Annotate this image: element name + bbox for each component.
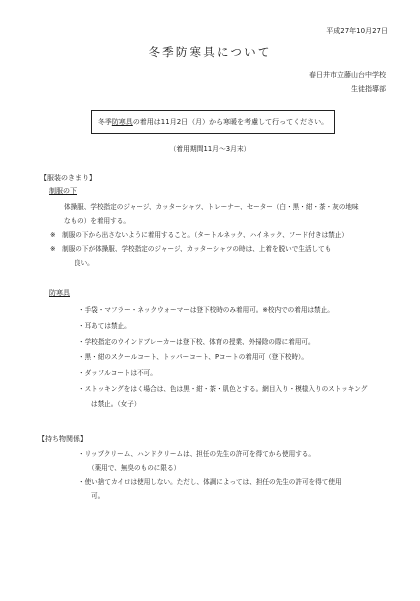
department-name: 生徒指導部 bbox=[351, 85, 386, 93]
notice-box bbox=[91, 110, 335, 134]
belongings-item2-line1: ・ 使い捨てカイロは使用しない。ただし、体調によっては、担任の先生の許可を得て使用 bbox=[78, 475, 342, 489]
cold-gear-item: ・ 耳あては禁止。 bbox=[78, 319, 131, 333]
belongings-item1-note: （薬用で、無臭のものに限る） bbox=[88, 464, 181, 472]
cold-gear-item: ・ ダッフルコートは不可。 bbox=[78, 366, 157, 380]
uniform-under-note2-line1: ※ 制服の下が体操服、学校指定のジャージ、カッターシャツの時は、上着を脱いで生活しても bbox=[50, 245, 332, 253]
subheading-cold-gear: 防寒具 bbox=[49, 289, 70, 297]
section-heading-dress-rules: 【服装のきまり】 bbox=[40, 174, 96, 182]
school-name: 春日井市立藤山台中学校 bbox=[309, 71, 386, 79]
uniform-under-note2-line2: 良い。 bbox=[74, 259, 94, 267]
cold-gear-item: ・ 手袋・マフラー・ネックウォーマーは登下校時のみ着用可。※校内での着用は禁止。 bbox=[78, 303, 334, 317]
uniform-under-text-line2: なもの）を着用する。 bbox=[64, 217, 130, 225]
belongings-item1: ・ リップクリーム、ハンドクリームは、担任の先生の許可を得てから使用する。 bbox=[78, 447, 315, 461]
section-heading-belongings: 【持ち物関係】 bbox=[38, 435, 87, 443]
uniform-under-text-line1: 体操服、学校指定のジャージ、カッターシャツ、トレーナー、セーター（白・黒・紺・茶・灰の地味 bbox=[64, 203, 359, 211]
notice-text: の着用は11月2日（月）から寒暖を考慮して行ってください。 bbox=[132, 118, 329, 126]
document-title: 冬季防寒具について bbox=[148, 45, 272, 59]
notice-prefix: 冬季 bbox=[97, 118, 112, 126]
cold-gear-item: ・ 学校指定のウインドブレーカーは登下校、体育の授業、外掃除の際に着用可。 bbox=[78, 335, 315, 349]
subheading-under-uniform: 制服の下 bbox=[49, 187, 77, 195]
wear-period: （着用期間11月～3月末） bbox=[169, 145, 251, 153]
notice-underlined-term: 防寒具 bbox=[111, 118, 133, 126]
belongings-item2-line2: 可。 bbox=[91, 492, 105, 500]
document-date: 平成27年10月27日 bbox=[326, 27, 388, 35]
cold-gear-item: ・ 黒・紺のスクールコート、トッパーコート、Pコートの着用可（登下校時）。 bbox=[78, 350, 308, 364]
cold-gear-item-continued: は禁止。（女子） bbox=[91, 400, 141, 408]
cold-gear-item: ・ ストッキングをはく場合は、色は黒・紺・茶・肌色とする。網目入り・模様入りのストッキング bbox=[78, 382, 367, 396]
uniform-under-note1: ※ 制服の下から出さないように着用すること。（タートルネック、ハイネック、フード付きは禁止） bbox=[50, 231, 348, 239]
